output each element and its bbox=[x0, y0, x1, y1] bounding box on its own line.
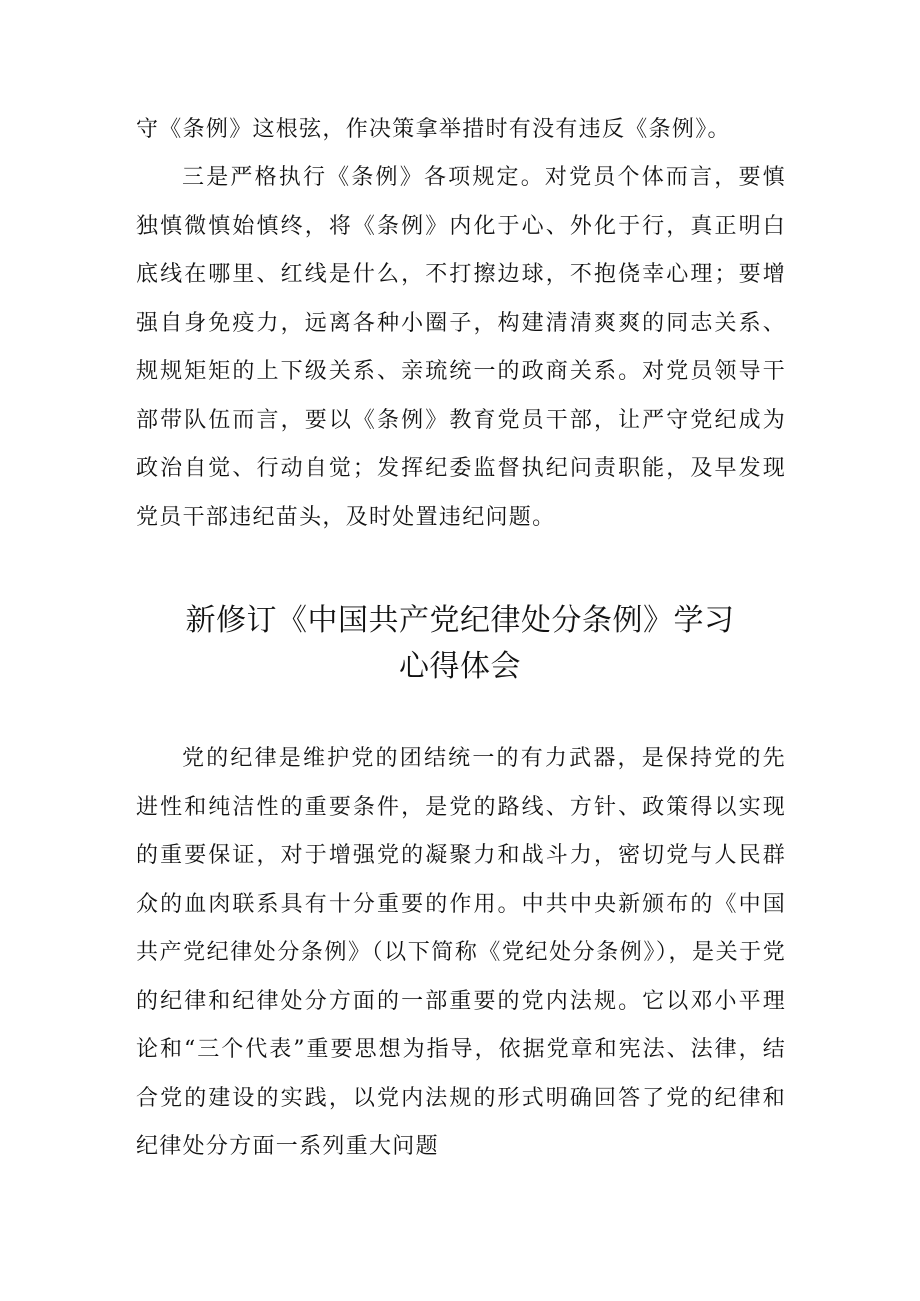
paragraph-party-discipline: 党的纪律是维护党的团结统一的有力武器，是保持党的先进性和纯洁性的重要条件，是党的路线、方针、政策得以实现的重要保证，对于增强党的凝聚力和战斗力，密切党与人民群众的血肉联系具有十分重要的作用。中共中央新颁布的《中国共产党纪律处分条例》（以下简称《党纪处分条例》），是关于党的纪律和纪律处分方面的一部重要的党内法规。它以邓小平理论和“三个代表”重要思想为指导，依据党章和宪法、法律，结合党的建设的实践，以党内法规的形式明确回答了党的纪律和纪律处分方面一系列重大问题 bbox=[136, 746, 786, 1159]
paragraph-strict-execution: 三是严格执行《条例》各项规定。对党员个体而言，要慎独慎微慎始慎终，将《条例》内化于心、外化于行，真正明白底线在哪里、红线是什么，不打擦边球，不抱侥幸心理；要增强自身免疫力，远离各种小圈子，构建清清爽爽的同志关系、规规矩矩的上下级关系、亲琉统一的政商关系。对党员领导干部带队伍而言，要以《条例》教育党员干部，让严守党纪成为政治自觉、行动自觉；发挥纪委监督执纪问责职能，及早发现党员干部违纪苗头，及时处置违纪问题。 bbox=[136, 165, 786, 530]
paragraph-continued: 守《条例》这根弦，作决策拿举措时有没有违反《条例》。 bbox=[136, 117, 731, 142]
title-line-2: 心得体会 bbox=[399, 649, 521, 684]
title-line-1: 新修订《中国共产党纪律处分条例》学习 bbox=[185, 603, 735, 638]
article-title bbox=[130, 598, 790, 690]
